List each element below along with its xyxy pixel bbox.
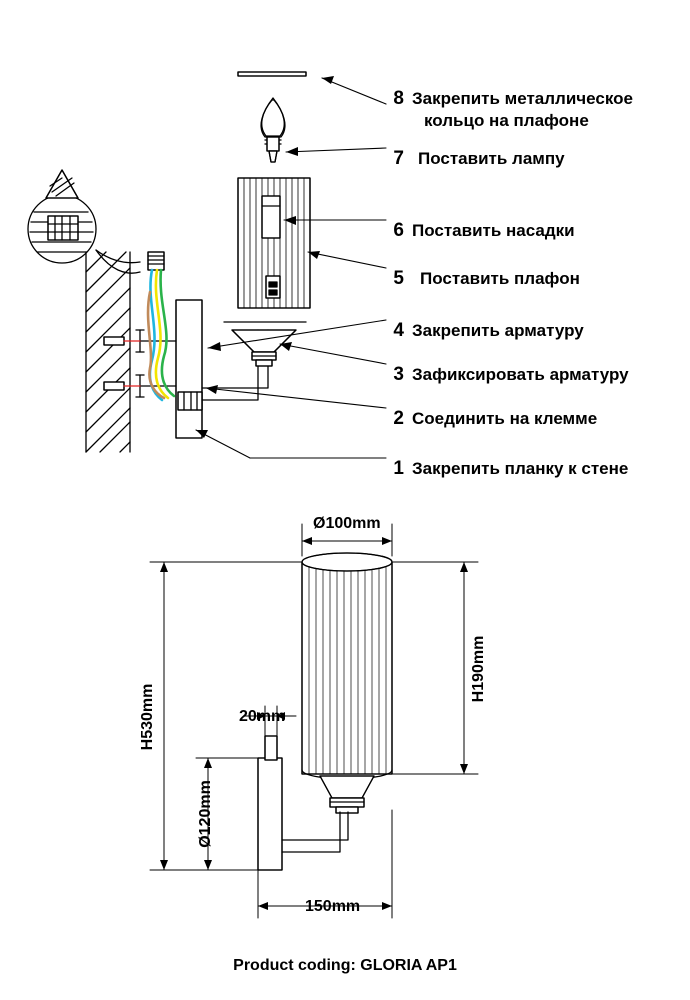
step-number: 8 xyxy=(393,88,404,109)
step-label: Поставить лампу xyxy=(418,149,565,168)
dim-shade xyxy=(302,553,392,779)
step-label-line1: Закрепить металлическое xyxy=(412,89,633,108)
assembly-step-7 xyxy=(390,148,565,170)
step-number: 5 xyxy=(393,268,404,289)
light-bulb xyxy=(261,98,285,162)
dim-cone xyxy=(320,776,374,813)
terminal-block xyxy=(178,392,202,410)
assembly-step-4 xyxy=(390,320,584,342)
step-label: Зафиксировать арматуру xyxy=(412,365,629,384)
step-number: 3 xyxy=(393,364,404,385)
mounting-plate xyxy=(176,300,202,438)
step-label: Поставить насадки xyxy=(412,221,575,240)
step-number: 6 xyxy=(393,220,404,241)
assembly-step-6 xyxy=(390,220,575,242)
label-height-530: H530mm xyxy=(139,683,156,751)
assembly-step-2 xyxy=(390,408,597,430)
assembly-step-8 xyxy=(390,88,633,132)
step-label-line2: кольцо на плафоне xyxy=(424,111,589,130)
step-label: Закрепить планку к стене xyxy=(412,459,629,478)
step-label: Соединить на клемме xyxy=(412,409,598,428)
dim-line-height190 xyxy=(392,562,478,774)
wire-detail-callout xyxy=(28,195,140,273)
label-height-190: H190mm xyxy=(470,635,487,703)
assembly-step-1 xyxy=(390,458,628,480)
step-number: 4 xyxy=(393,320,404,341)
wire-bundle xyxy=(148,252,164,270)
step-label: Закрепить арматуру xyxy=(412,321,584,340)
step-number: 2 xyxy=(393,408,404,429)
step-label: Поставить плафон xyxy=(420,269,580,288)
step-number: 7 xyxy=(393,148,404,169)
wall-hatching xyxy=(86,252,130,452)
label-diameter-100: Ø100mm xyxy=(313,515,381,532)
step-label xyxy=(412,88,633,132)
label-depth-150mm: 150mm xyxy=(305,898,361,915)
assembly-step-5 xyxy=(390,268,580,290)
step-number: 1 xyxy=(393,458,404,479)
label-bracket-20mm: 20mm xyxy=(239,708,286,725)
warning-triangle-icon xyxy=(46,170,78,198)
label-diameter-120: Ø120mm xyxy=(197,780,214,848)
wire-green xyxy=(161,270,174,396)
metal-ring xyxy=(238,72,306,76)
assembly-step-3 xyxy=(390,364,629,386)
product-coding-label: Product coding: GLORIA AP1 xyxy=(233,957,457,974)
